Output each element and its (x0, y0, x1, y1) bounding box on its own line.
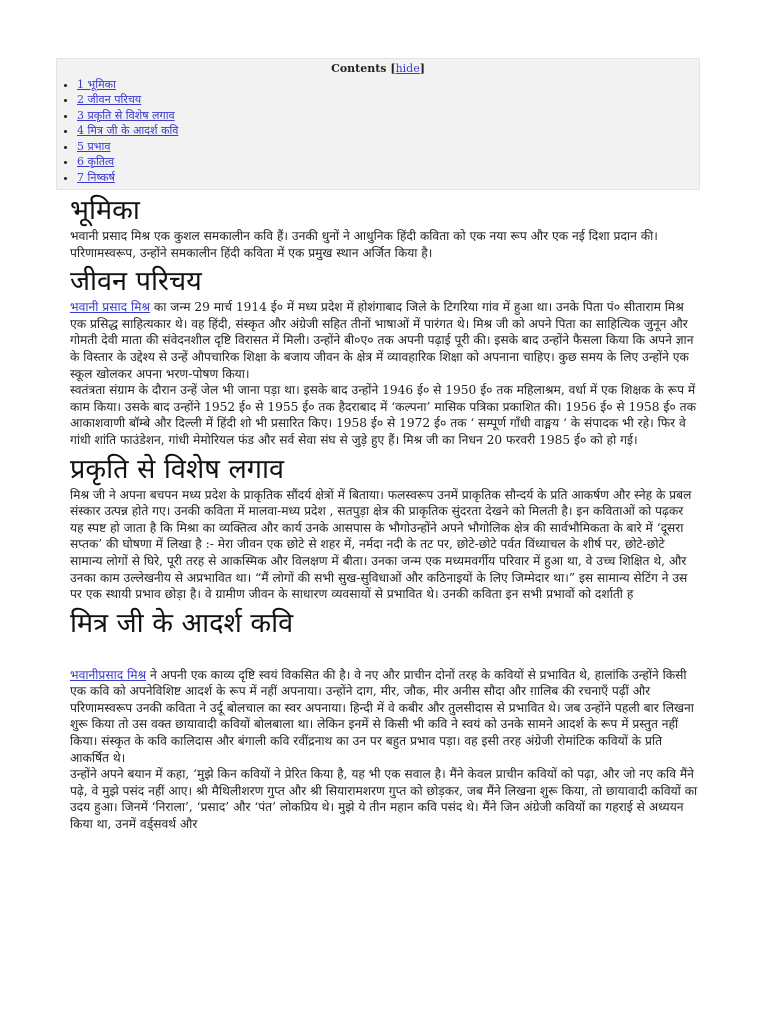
bio-paragraph-2: स्वतंत्रता संग्राम के दौरान उन्हें जेल भी जाना पड़ा था। इसके बाद उन्होंने 1946 ई० से 1950 ई० तक महिलाश्रम, वर्धा में एक शिक्षक के रूप में काम किया। उसके बाद उन्होंने 1952 ई० से 1955 ई० तक हैदराबाद में ‘कल्पना’ मासिक पत्रिका प्रकाशित की। 1956 ई० से 1958 ई० तक आकाशवाणी बॉम्बे और दिल्ली में हिंदी शो भी प्रसारित किए। 1958 ई० से 1972 ई० तक ‘ सम्पूर्ण गाँधी वाङ्मय ‘ के संपादक भी रहे। फिर वे गांधी शांति फाउंडेशन, गांधी मेमोरियल फंड और सर्व सेवा संघ से जुड़े हुए हैं। मिश्र जी का निधन 20 फरवरी 1985 ई० को हो गई। (70, 383, 696, 447)
toc-item (77, 77, 691, 93)
poet-name-link[interactable]: भवानी प्रसाद मिश्र (70, 300, 151, 315)
toc-title-label: Contents (331, 62, 387, 75)
toc-link-influence[interactable]: 5 प्रभाव (77, 139, 111, 153)
toc-item (77, 108, 691, 124)
toc-link-nature[interactable]: 3 प्रकृति से विशेष लगाव (77, 108, 175, 122)
bio-paragraph-1 (70, 299, 700, 382)
poets-paragraph-2: उन्होंने अपने बयान में कहा, ‘मुझे किन कवियों ने प्रेरित किया है, यह भी एक सवाल है। मैंने केवल प्राचीन कवियों को पढ़ा, और जो नए कवि मैंने पढ़े, वे मुझे पसंद नहीं आए। श्री मैथिलीशरण गुप्त और श्री सियारामशरण गुप्त को छोड़कर, जब मैंने लिखना शुरू किया, तो छायावादी कवियों का उदय हुआ। जिनमें ‘निराला’, ‘प्रसाद’ और ‘पंत’ लोकप्रिय थे। मुझे ये तीन महान कवि पसंद थे। मैंने जिन अंग्रेजी कवियों का गहराई से अध्ययन किया था, उनमें वर्ड्सवर्थ और (70, 767, 698, 832)
section-heading-bio: जीवन परिचय (70, 266, 202, 298)
toc-link-conclusion[interactable]: 7 निष्कर्ष (77, 170, 115, 184)
spacer (56, 641, 700, 667)
poets-paragraph-1 (70, 667, 700, 767)
section-heading-nature: प्रकृति से विशेष लगाव (70, 453, 284, 485)
nature-paragraph: मिश्र जी ने अपना बचपन मध्य प्रदेश के प्राकृतिक सौंदर्य क्षेत्रों में बिताया। फलस्वरूप उनमें प्राकृतिक सौन्दर्य के प्रति आकर्षण और स्नेह के प्रबल संस्कार उत्पन्न होते गए। उनकी कविता में मालवा-मध्य प्रदेश , सतपुड़ा क्षेत्र की प्राकृतिक सुंदरता देखने को मिलती है। इन कविताओं को पढ़कर यह स्पष्ट हो जाता है कि मिश्रा का व्यक्तित्व और कार्य उनके आसपास के भौगोउन्होंने अपने भौगोलिक क्षेत्र की सार्वभौमिकता के बारे में ‘दूसरा सप्तक’ की घोषणा में लिखा है :- मेरा जीवन एक छोटे से शहर में, नर्मदा नदी के तट पर, छोटे-छोटे पर्वत विंध्याचल के शीर्ष पर, छोटे-छोटे सामान्य लोगों से घिरे, पूरी तरह से आकस्मिक और विलक्षण में बीता। उनका जन्म एक मध्यमवर्गीय परिवार में हुआ था, वे उच्च शिक्षित थे, और उनका काम उल्लेखनीय से अप्रभावित था। “मैं लोगों की सभी सुख-सुविधाओं और कठिनाइयों के लिए जिम्मेदार था।” इस सामान्य सेटिंग ने उस पर एक स्थायी प्रभाव छोड़ा है। वे ग्रामीण जीवन के साधारण व्यवसायों से प्रभावित थे। उनकी कविता इन सभी प्रभावों को दर्शाती ह (70, 487, 692, 602)
table-of-contents (56, 58, 700, 190)
toc-link-works[interactable]: 6 कृतित्व (77, 155, 115, 168)
article (56, 58, 700, 833)
toc-item (77, 154, 691, 170)
poet-name-link-2[interactable]: भवानीप्रसाद मिश्र (70, 667, 147, 682)
toc-item (77, 170, 691, 186)
toc-item (77, 123, 691, 139)
section-heading-intro: भूमिका (70, 195, 140, 226)
toc-item (77, 92, 691, 108)
toc-hide-link[interactable]: hide (395, 62, 420, 75)
intro-paragraph: भवानी प्रसाद मिश्र एक कुशल समकालीन कवि हैं। उनकी धुनों ने आधुनिक हिंदी कविता को एक नया रूप और एक नई दिशा प्रदान की। परिणामस्वरूप, उन्होंने समकालीन हिंदी कविता में एक प्रमुख स्थान अर्जित किया है। (70, 229, 658, 260)
section-nature (70, 487, 700, 603)
toc-link-poets[interactable]: 4 मित्र जी के आदर्श कवि (77, 124, 179, 137)
toc-link-bio[interactable]: 2 जीवन परिचय (77, 93, 142, 106)
toc-link-intro[interactable]: 1 भूमिका (77, 77, 116, 91)
section-heading-poets: मित्र जी के आदर्श कवि (70, 607, 294, 639)
toc-item (77, 139, 691, 155)
toc-list (65, 77, 691, 186)
poets-text-1: ने अपनी एक काव्य दृष्टि स्वयं विकसित की है। वे नए और प्राचीन दोनों तरह के कवियों से प्रभावित थे, हालांकि उन्होंने किसी एक कवि को अपनेविशिष्ट आदर्श के रूप में नहीं अपनाया। उन्होंने दाग, मीर, जौक, मीर अनीस सौदा और ग़ालिब की रचनाएँ पढ़ीं और परिणामस्वरूप उनकी कविता ने उर्दू बोलचाल का स्वर अपनाया। हिन्दी में वे कबीर और तुलसीदास से प्रभावित थे। जब उन्होंने पहली बार लिखना शुरू किया तो उस वक्त छायावादी कवियों बोलबाला था। लेकिन इनमें से किसी भी कवि ने स्वयं को उनके सामने आदर्श के रूप में प्रस्तुत नहीं किया। संस्कृत के कवि कालिदास और बंगाली कवि रवींद्रनाथ का उन पर बहुत प्रभाव पड़ा। वह इसी तरह अंग्रेजी रोमांटिक कवियों के प्रति आकर्षित थे। (70, 667, 694, 765)
section-poets (70, 667, 700, 833)
section-intro (70, 228, 700, 261)
section-bio (70, 299, 700, 448)
bio-text-1: का जन्म 29 मार्च 1914 ई० में मध्य प्रदेश में होशंगाबाद जिले के टिगरिया गांव में हुआ था। उनके पिता पं० सीताराम मिश्र एक प्रसिद्ध साहित्यकार थे। वह हिंदी, संस्कृत और अंग्रेजी सहित तीनों भाषाओं में पारंगत थे। मिश्र जी को अपने पिता का साहित्यिक जुनून और गोमती देवी माता की संवेदनशील दृष्टि विरासत में मिली। उन्होंने बी०ए० तक अपनी पढ़ाई पूरी की। इसके बाद उन्होंने फैसला किया कि अपने ज्ञान के विस्तार के उद्देश्य से उन्हें औपचारिक शिक्षा के बजाय जीवन के क्षेत्र में व्यावहारिक शिक्षा को अपनाना चाहिए। कुछ समय के लिए उन्होंने एक स्कूल खोलकर अपना भरण-पोषण किया। (70, 300, 694, 381)
toc-title: Contents [hide] (331, 62, 425, 75)
